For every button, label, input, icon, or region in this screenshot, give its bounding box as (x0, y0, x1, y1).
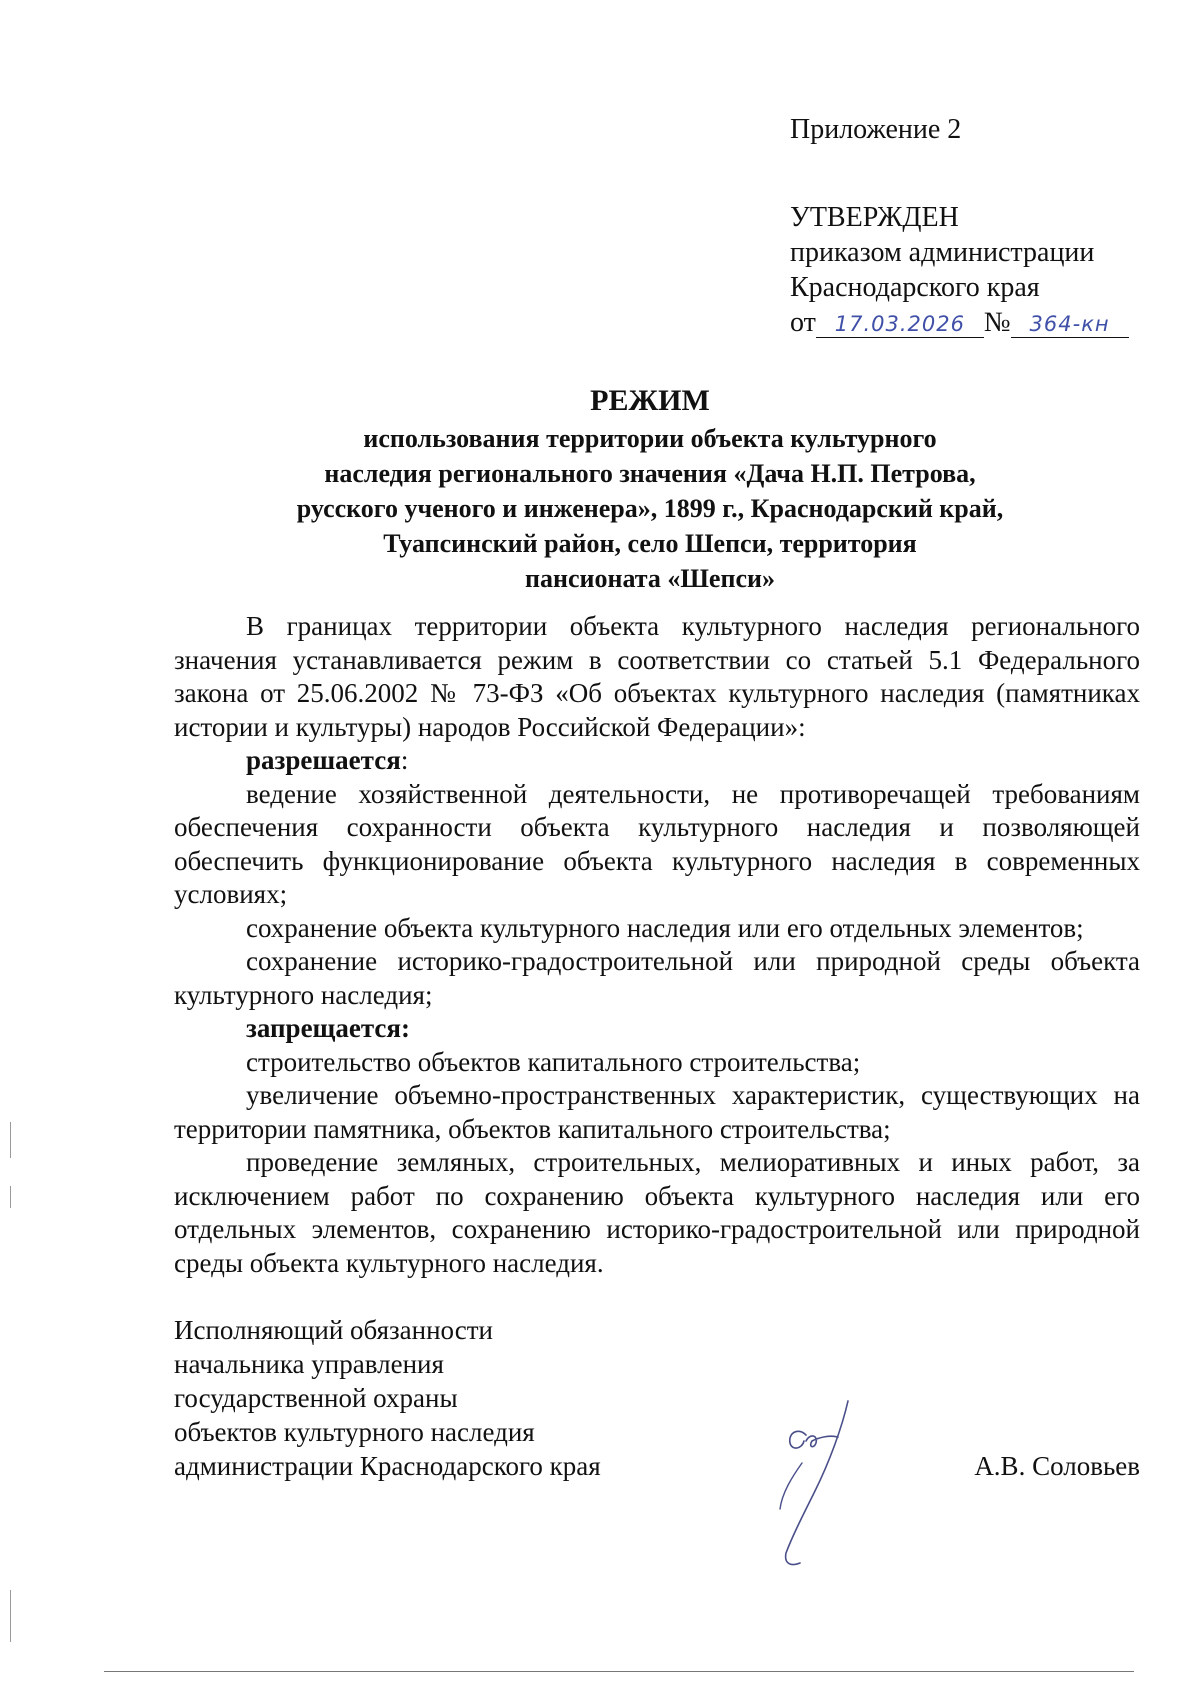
allowed-item: ведение хозяйственной деятельности, не противоречащей требованиям обеспечения сохранности объекта культурного наследия и позволяющей обеспечить функционирование объекта культурного наследия в современных условиях; (174, 778, 1140, 909)
approved-label: УТВЕРЖДЕН (790, 202, 959, 233)
approved-by-order: приказом администрации (790, 237, 1095, 268)
approval-stamp (790, 112, 1170, 340)
order-number-handwritten: 364-кн (1011, 311, 1129, 338)
signature-block (174, 1313, 1140, 1483)
position-line: государственной охраны (174, 1383, 458, 1413)
allowed-heading: разрешается: (246, 745, 409, 775)
allowed-item: сохранение историко-градостроительной или природной среды объекта культурного наследия; (174, 946, 1140, 1010)
order-date-line (790, 305, 1170, 340)
title-line: Туапсинский район, село Шепси, территория (383, 529, 917, 558)
forbidden-item: строительство объектов капитального строительства; (246, 1046, 861, 1077)
forbidden-item: проведение земляных, строительных, мелиоративных и иных работ, за исключением работ по сохранению объекта культурного наследия или его отдельных элементов, сохранению историко-градостроительной или природной среды объекта культурного наследия. (174, 1147, 1140, 1278)
scan-artifact-line (10, 1590, 11, 1642)
position-line: объектов культурного наследия (174, 1417, 535, 1447)
intro-paragraph: В границах территории объекта культурного наследия регионального значения устанавливается режим в соответствии со статьей 5.1 Федерального закона от 25.06.2002 № 73-ФЗ «Об объектах культурного наследия (памятниках истории и культуры) народов Российской Федерации»: (174, 611, 1140, 742)
title-line: русского ученого и инженера», 1899 г., Краснодарский край, (296, 494, 1004, 523)
allowed-label: разрешается (246, 745, 401, 775)
scan-artifact-line (10, 1122, 11, 1158)
handwritten-signature (744, 1397, 864, 1577)
title-line: пансионата «Шепси» (525, 564, 775, 593)
title-main: РЕЖИМ (590, 384, 710, 417)
title-line: наследия регионального значения «Дача Н.П. Петрова, (324, 459, 976, 488)
bottom-rule (104, 1671, 1134, 1672)
date-prefix: от (790, 307, 816, 338)
allowed-item: сохранение объекта культурного наследия или его отдельных элементов; (246, 912, 1084, 943)
signatory-name: А.В. Соловьев (974, 1451, 1140, 1481)
annex-label: Приложение 2 (790, 114, 962, 145)
scan-artifact-line (10, 1186, 11, 1208)
position-line: начальника управления (174, 1349, 444, 1379)
order-date-handwritten: 17.03.2026 (816, 311, 984, 338)
forbidden-heading: запрещается: (246, 1013, 411, 1043)
position-line: администрации Краснодарского края (174, 1451, 601, 1481)
number-prefix: № (983, 307, 1011, 338)
forbidden-item: увеличение объемно-пространственных характеристик, существующих на территории памятника, объектов капитального строительства; (174, 1080, 1140, 1144)
position-line: Исполняющий обязанности (174, 1315, 493, 1345)
document-title (200, 383, 1100, 596)
approved-region: Краснодарского края (790, 272, 1040, 303)
document-body (174, 610, 1140, 1280)
title-line: использования территории объекта культурного (363, 424, 937, 453)
